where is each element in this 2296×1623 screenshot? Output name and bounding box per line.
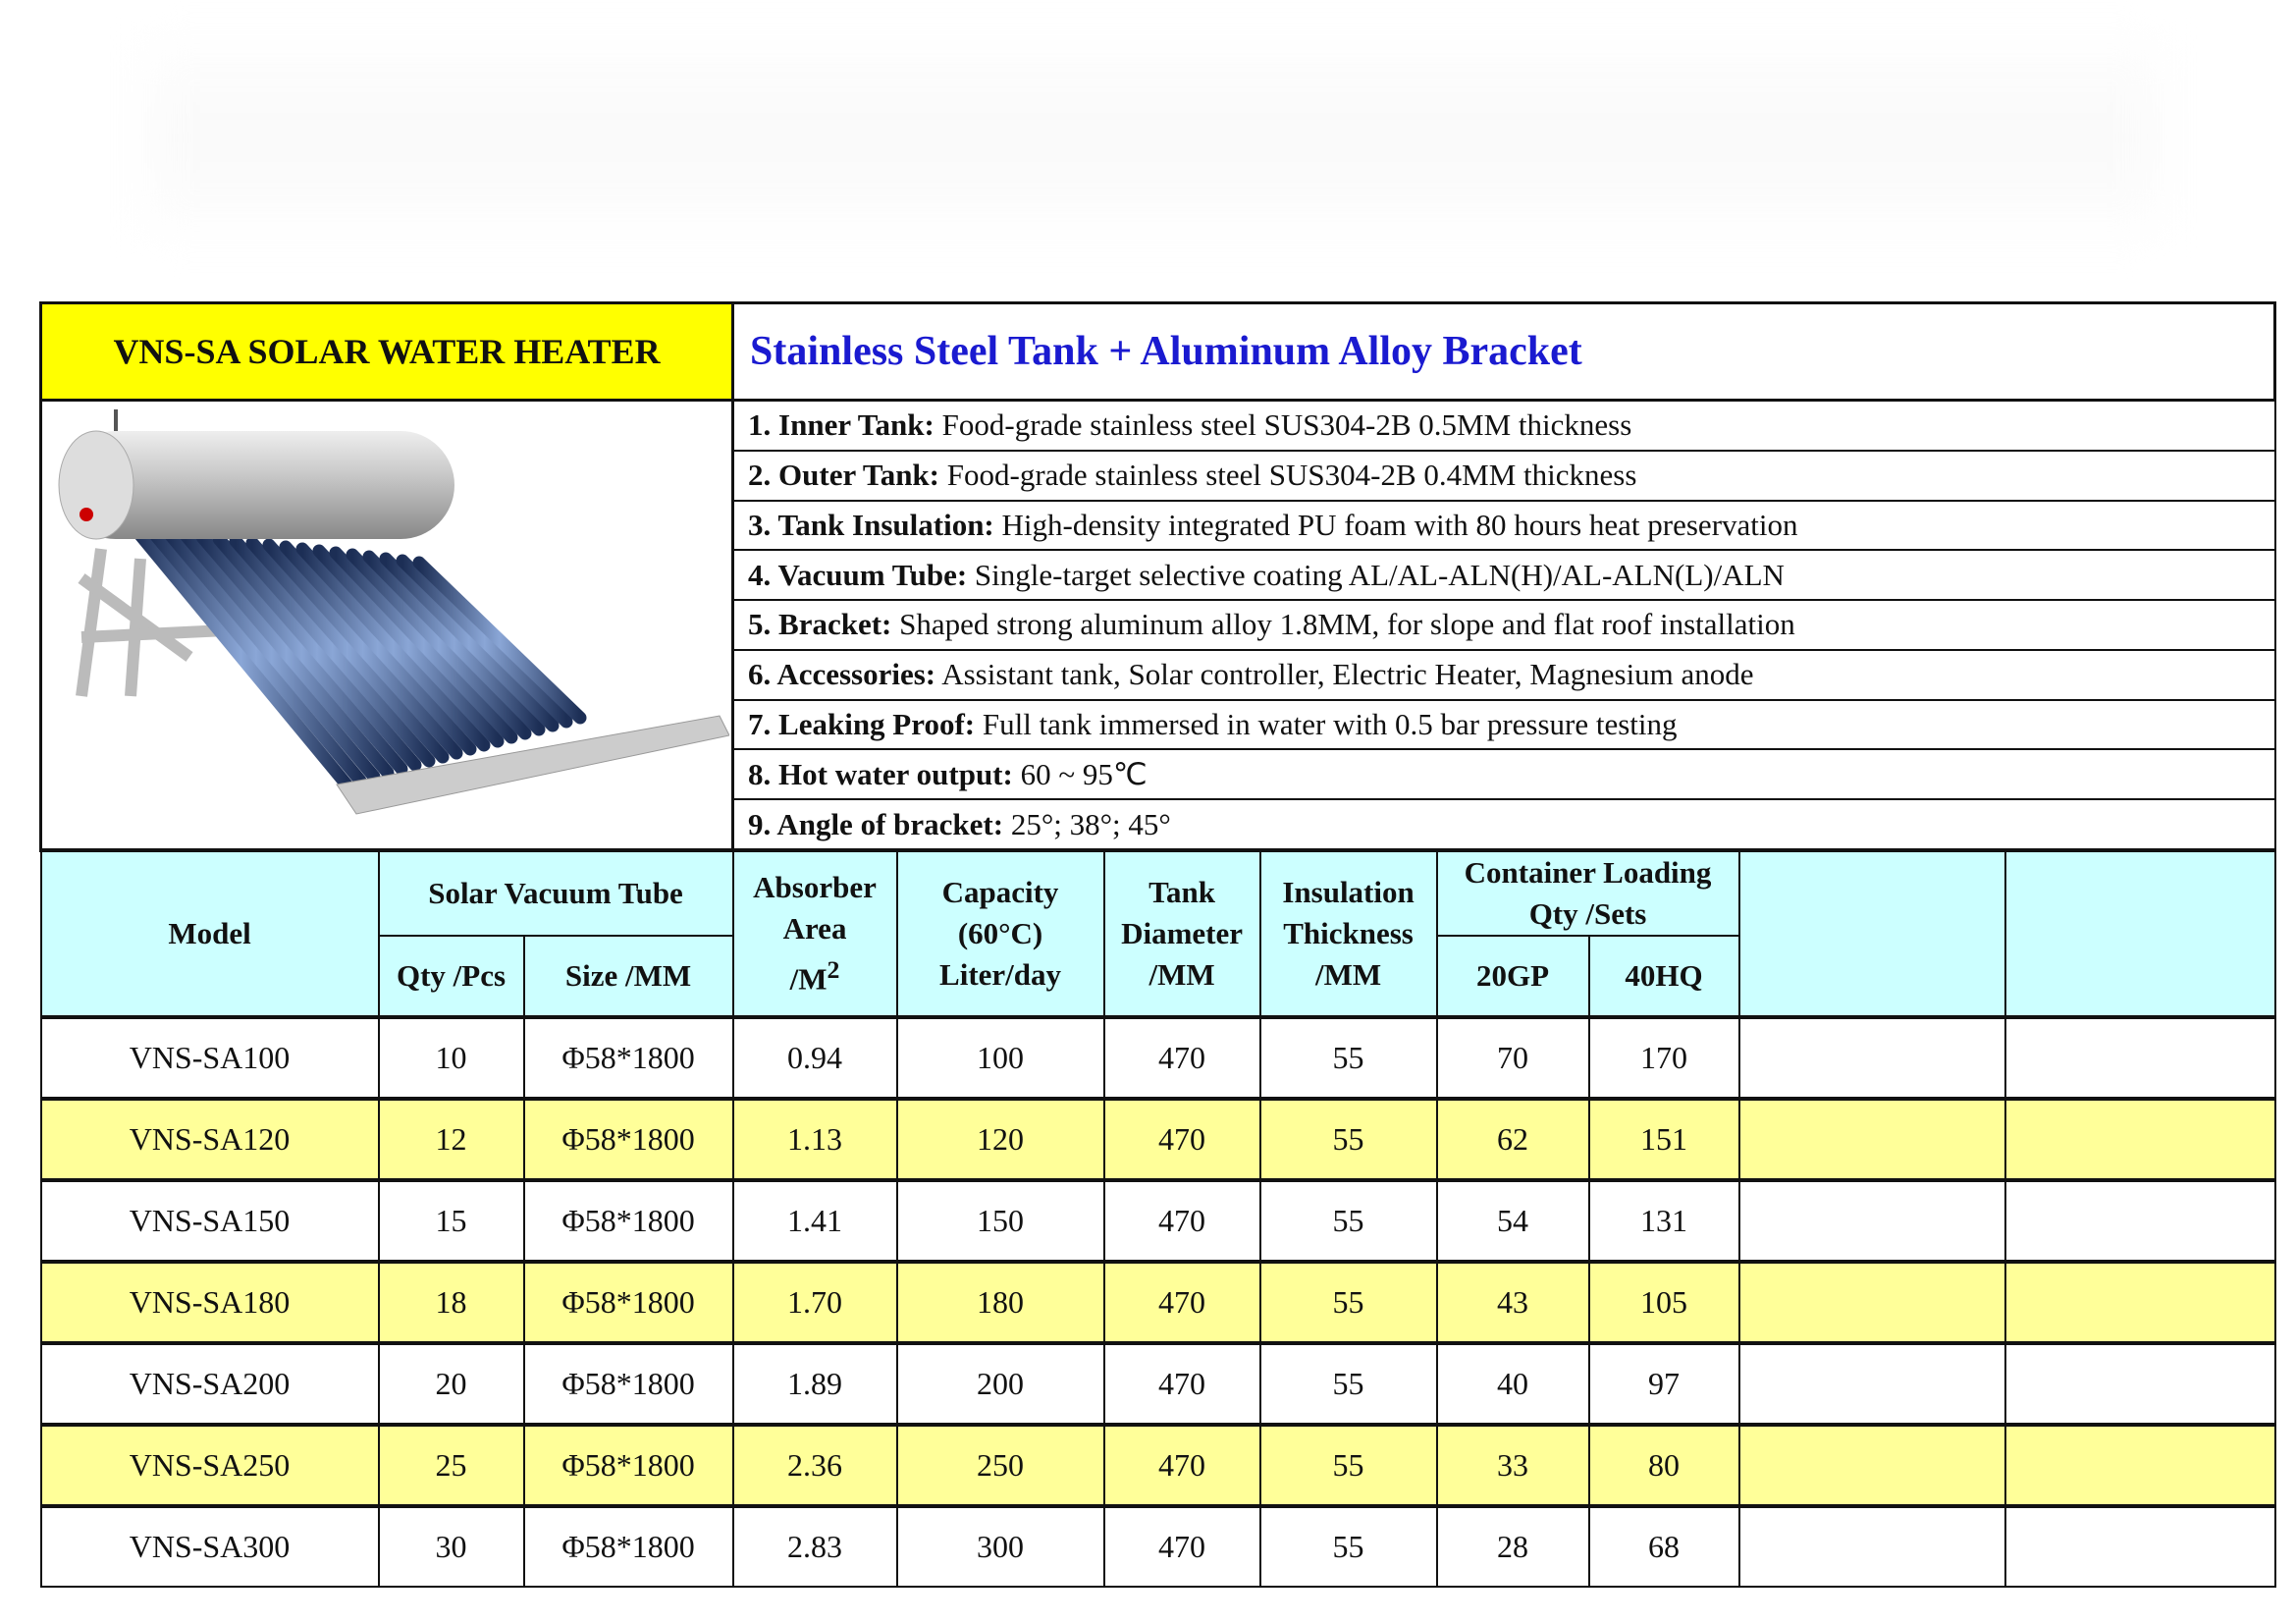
- spec-text: Food-grade stainless steel SUS304-2B 0.5MM thickness: [941, 407, 1632, 443]
- cell-size: Φ58*1800: [524, 1425, 733, 1506]
- container-line2: Qty /Sets: [1528, 896, 1647, 931]
- cell-absorber-area: 2.83: [733, 1506, 897, 1587]
- cell-empty: [1739, 1017, 2005, 1099]
- cell-tank-diameter: 470: [1104, 1262, 1260, 1343]
- spec-text: Full tank immersed in water with 0.5 bar pressure testing: [982, 706, 1678, 741]
- cell-empty: [1739, 1343, 2005, 1425]
- cell-capacity: 200: [897, 1343, 1104, 1425]
- cell-insulation: 55: [1260, 1343, 1437, 1425]
- cell-qty: 10: [379, 1017, 524, 1099]
- col-header-size: Size /MM: [524, 936, 733, 1017]
- cell-load-40hq: 151: [1589, 1099, 1739, 1180]
- spec-label: 7. Leaking Proof:: [748, 706, 976, 741]
- cell-capacity: 180: [897, 1262, 1104, 1343]
- cell-capacity: 250: [897, 1425, 1104, 1506]
- cell-model: VNS-SA150: [41, 1180, 379, 1262]
- spec-item: [733, 799, 2275, 850]
- absorber-line2: Area: [782, 911, 847, 947]
- spec-label: 3. Tank Insulation:: [748, 507, 994, 542]
- cell-tank-diameter: 470: [1104, 1506, 1260, 1587]
- absorber-line3: /M: [789, 961, 828, 997]
- cell-insulation: 55: [1260, 1425, 1437, 1506]
- spec-text: Assistant tank, Solar controller, Electric Heater, Magnesium anode: [941, 657, 1754, 692]
- cell-size: Φ58*1800: [524, 1506, 733, 1587]
- cell-absorber-area: 1.13: [733, 1099, 897, 1180]
- cell-load-40hq: 131: [1589, 1180, 1739, 1262]
- table-row: [41, 1506, 2275, 1587]
- blurred-background: [147, 39, 2160, 236]
- cell-size: Φ58*1800: [524, 1343, 733, 1425]
- cell-load-20gp: 28: [1437, 1506, 1589, 1587]
- absorber-sup: 2: [827, 955, 840, 985]
- cell-insulation: 55: [1260, 1506, 1437, 1587]
- spec-item: [733, 650, 2275, 700]
- cell-qty: 15: [379, 1180, 524, 1262]
- cell-size: Φ58*1800: [524, 1262, 733, 1343]
- tank-line3: /MM: [1148, 957, 1215, 992]
- cell-model: VNS-SA100: [41, 1017, 379, 1099]
- cell-load-20gp: 54: [1437, 1180, 1589, 1262]
- product-image: [41, 401, 733, 851]
- cell-empty: [1739, 1425, 2005, 1506]
- cell-capacity: 150: [897, 1180, 1104, 1262]
- col-header-20gp: 20GP: [1437, 936, 1589, 1017]
- cell-empty: [2005, 1017, 2275, 1099]
- cell-empty: [1739, 1506, 2005, 1587]
- spec-text: High-density integrated PU foam with 80 hours heat preservation: [1001, 507, 1798, 542]
- cell-tank-diameter: 470: [1104, 1099, 1260, 1180]
- cell-load-20gp: 40: [1437, 1343, 1589, 1425]
- cell-tank-diameter: 470: [1104, 1180, 1260, 1262]
- cell-empty: [2005, 1425, 2275, 1506]
- cell-model: VNS-SA180: [41, 1262, 379, 1343]
- cell-size: Φ58*1800: [524, 1017, 733, 1099]
- col-header-model: Model: [41, 850, 379, 1017]
- cell-capacity: 300: [897, 1506, 1104, 1587]
- cell-load-20gp: 62: [1437, 1099, 1589, 1180]
- spec-item: [733, 749, 2275, 799]
- spec-text: 25°; 38°; 45°: [1010, 806, 1171, 841]
- spec-item: [733, 550, 2275, 600]
- spec-label: 1. Inner Tank:: [748, 407, 934, 443]
- cell-model: VNS-SA300: [41, 1506, 379, 1587]
- spec-item: [733, 451, 2275, 501]
- cell-absorber-area: 1.89: [733, 1343, 897, 1425]
- cell-qty: 30: [379, 1506, 524, 1587]
- product-subtitle: Stainless Steel Tank + Aluminum Alloy Bracket: [733, 303, 2275, 401]
- cell-load-40hq: 97: [1589, 1343, 1739, 1425]
- spec-label: 2. Outer Tank:: [748, 458, 939, 493]
- cell-absorber-area: 1.41: [733, 1180, 897, 1262]
- cell-absorber-area: 1.70: [733, 1262, 897, 1343]
- ins-line3: /MM: [1314, 957, 1382, 992]
- cell-tank-diameter: 470: [1104, 1425, 1260, 1506]
- cell-capacity: 120: [897, 1099, 1104, 1180]
- cell-qty: 25: [379, 1425, 524, 1506]
- col-header-capacity: [897, 850, 1104, 1017]
- cell-tank-diameter: 470: [1104, 1343, 1260, 1425]
- spec-label: 8. Hot water output:: [748, 756, 1013, 791]
- cell-load-20gp: 70: [1437, 1017, 1589, 1099]
- col-header-container: [1437, 850, 1739, 936]
- spec-item: [733, 700, 2275, 750]
- tank-line2: Diameter: [1121, 916, 1243, 950]
- cell-capacity: 100: [897, 1017, 1104, 1099]
- spec-item: [733, 600, 2275, 650]
- cell-tank-diameter: 470: [1104, 1017, 1260, 1099]
- cell-load-20gp: 33: [1437, 1425, 1589, 1506]
- table-row: [41, 1099, 2275, 1180]
- solar-heater-illustration: [42, 402, 729, 843]
- spec-item: [733, 501, 2275, 551]
- spec-label: 6. Accessories:: [748, 657, 936, 692]
- cell-insulation: 55: [1260, 1017, 1437, 1099]
- cell-absorber-area: 2.36: [733, 1425, 897, 1506]
- cell-model: VNS-SA250: [41, 1425, 379, 1506]
- cell-empty: [2005, 1506, 2275, 1587]
- capacity-line3: Liter/day: [939, 957, 1062, 992]
- ins-line1: Insulation: [1282, 875, 1415, 909]
- cell-model: VNS-SA200: [41, 1343, 379, 1425]
- col-header-absorber: [733, 850, 897, 1017]
- col-header-empty-1: [1739, 850, 2005, 1017]
- cell-empty: [1739, 1099, 2005, 1180]
- product-title: VNS-SA SOLAR WATER HEATER: [41, 303, 733, 401]
- cell-empty: [2005, 1099, 2275, 1180]
- cell-empty: [1739, 1180, 2005, 1262]
- cell-insulation: 55: [1260, 1099, 1437, 1180]
- col-header-insulation: [1260, 850, 1437, 1017]
- cell-qty: 20: [379, 1343, 524, 1425]
- cell-load-40hq: 105: [1589, 1262, 1739, 1343]
- col-header-empty-2: [2005, 850, 2275, 1017]
- cell-qty: 12: [379, 1099, 524, 1180]
- table-row: [41, 1017, 2275, 1099]
- cell-insulation: 55: [1260, 1262, 1437, 1343]
- cell-empty: [1739, 1262, 2005, 1343]
- spec-text: Food-grade stainless steel SUS304-2B 0.4MM thickness: [946, 458, 1637, 493]
- table-row: [41, 1262, 2275, 1343]
- col-header-tube: Solar Vacuum Tube: [379, 850, 733, 936]
- col-header-qty: Qty /Pcs: [379, 936, 524, 1017]
- container-line1: Container Loading: [1464, 855, 1712, 890]
- spec-label: 9. Angle of bracket:: [748, 806, 1004, 841]
- cell-absorber-area: 0.94: [733, 1017, 897, 1099]
- cell-load-20gp: 43: [1437, 1262, 1589, 1343]
- spec-item: [733, 401, 2275, 451]
- table-row: [41, 1425, 2275, 1506]
- spec-table: [39, 301, 2276, 1588]
- cell-model: VNS-SA120: [41, 1099, 379, 1180]
- cell-size: Φ58*1800: [524, 1099, 733, 1180]
- cell-size: Φ58*1800: [524, 1180, 733, 1262]
- tank-line1: Tank: [1148, 875, 1215, 909]
- col-header-40hq: 40HQ: [1589, 936, 1739, 1017]
- capacity-line2: (60°C): [957, 916, 1043, 950]
- cell-load-40hq: 170: [1589, 1017, 1739, 1099]
- absorber-line1: Absorber: [753, 870, 877, 905]
- cell-load-40hq: 68: [1589, 1506, 1739, 1587]
- col-header-tank: [1104, 850, 1260, 1017]
- spec-text: 60 ~ 95℃: [1020, 756, 1148, 791]
- spec-text: Shaped strong aluminum alloy 1.8MM, for slope and flat roof installation: [899, 607, 1795, 642]
- cell-empty: [2005, 1180, 2275, 1262]
- cell-insulation: 55: [1260, 1180, 1437, 1262]
- cell-empty: [2005, 1262, 2275, 1343]
- cell-load-40hq: 80: [1589, 1425, 1739, 1506]
- cell-qty: 18: [379, 1262, 524, 1343]
- table-row: [41, 1343, 2275, 1425]
- table-row: [41, 1180, 2275, 1262]
- spec-label: 4. Vacuum Tube:: [748, 557, 968, 592]
- cell-empty: [2005, 1343, 2275, 1425]
- spec-label: 5. Bracket:: [748, 607, 892, 642]
- capacity-line1: Capacity: [941, 875, 1059, 909]
- spec-text: Single-target selective coating AL/AL-ALN(H)/AL-ALN(L)/ALN: [974, 557, 1785, 592]
- ins-line2: Thickness: [1283, 916, 1414, 950]
